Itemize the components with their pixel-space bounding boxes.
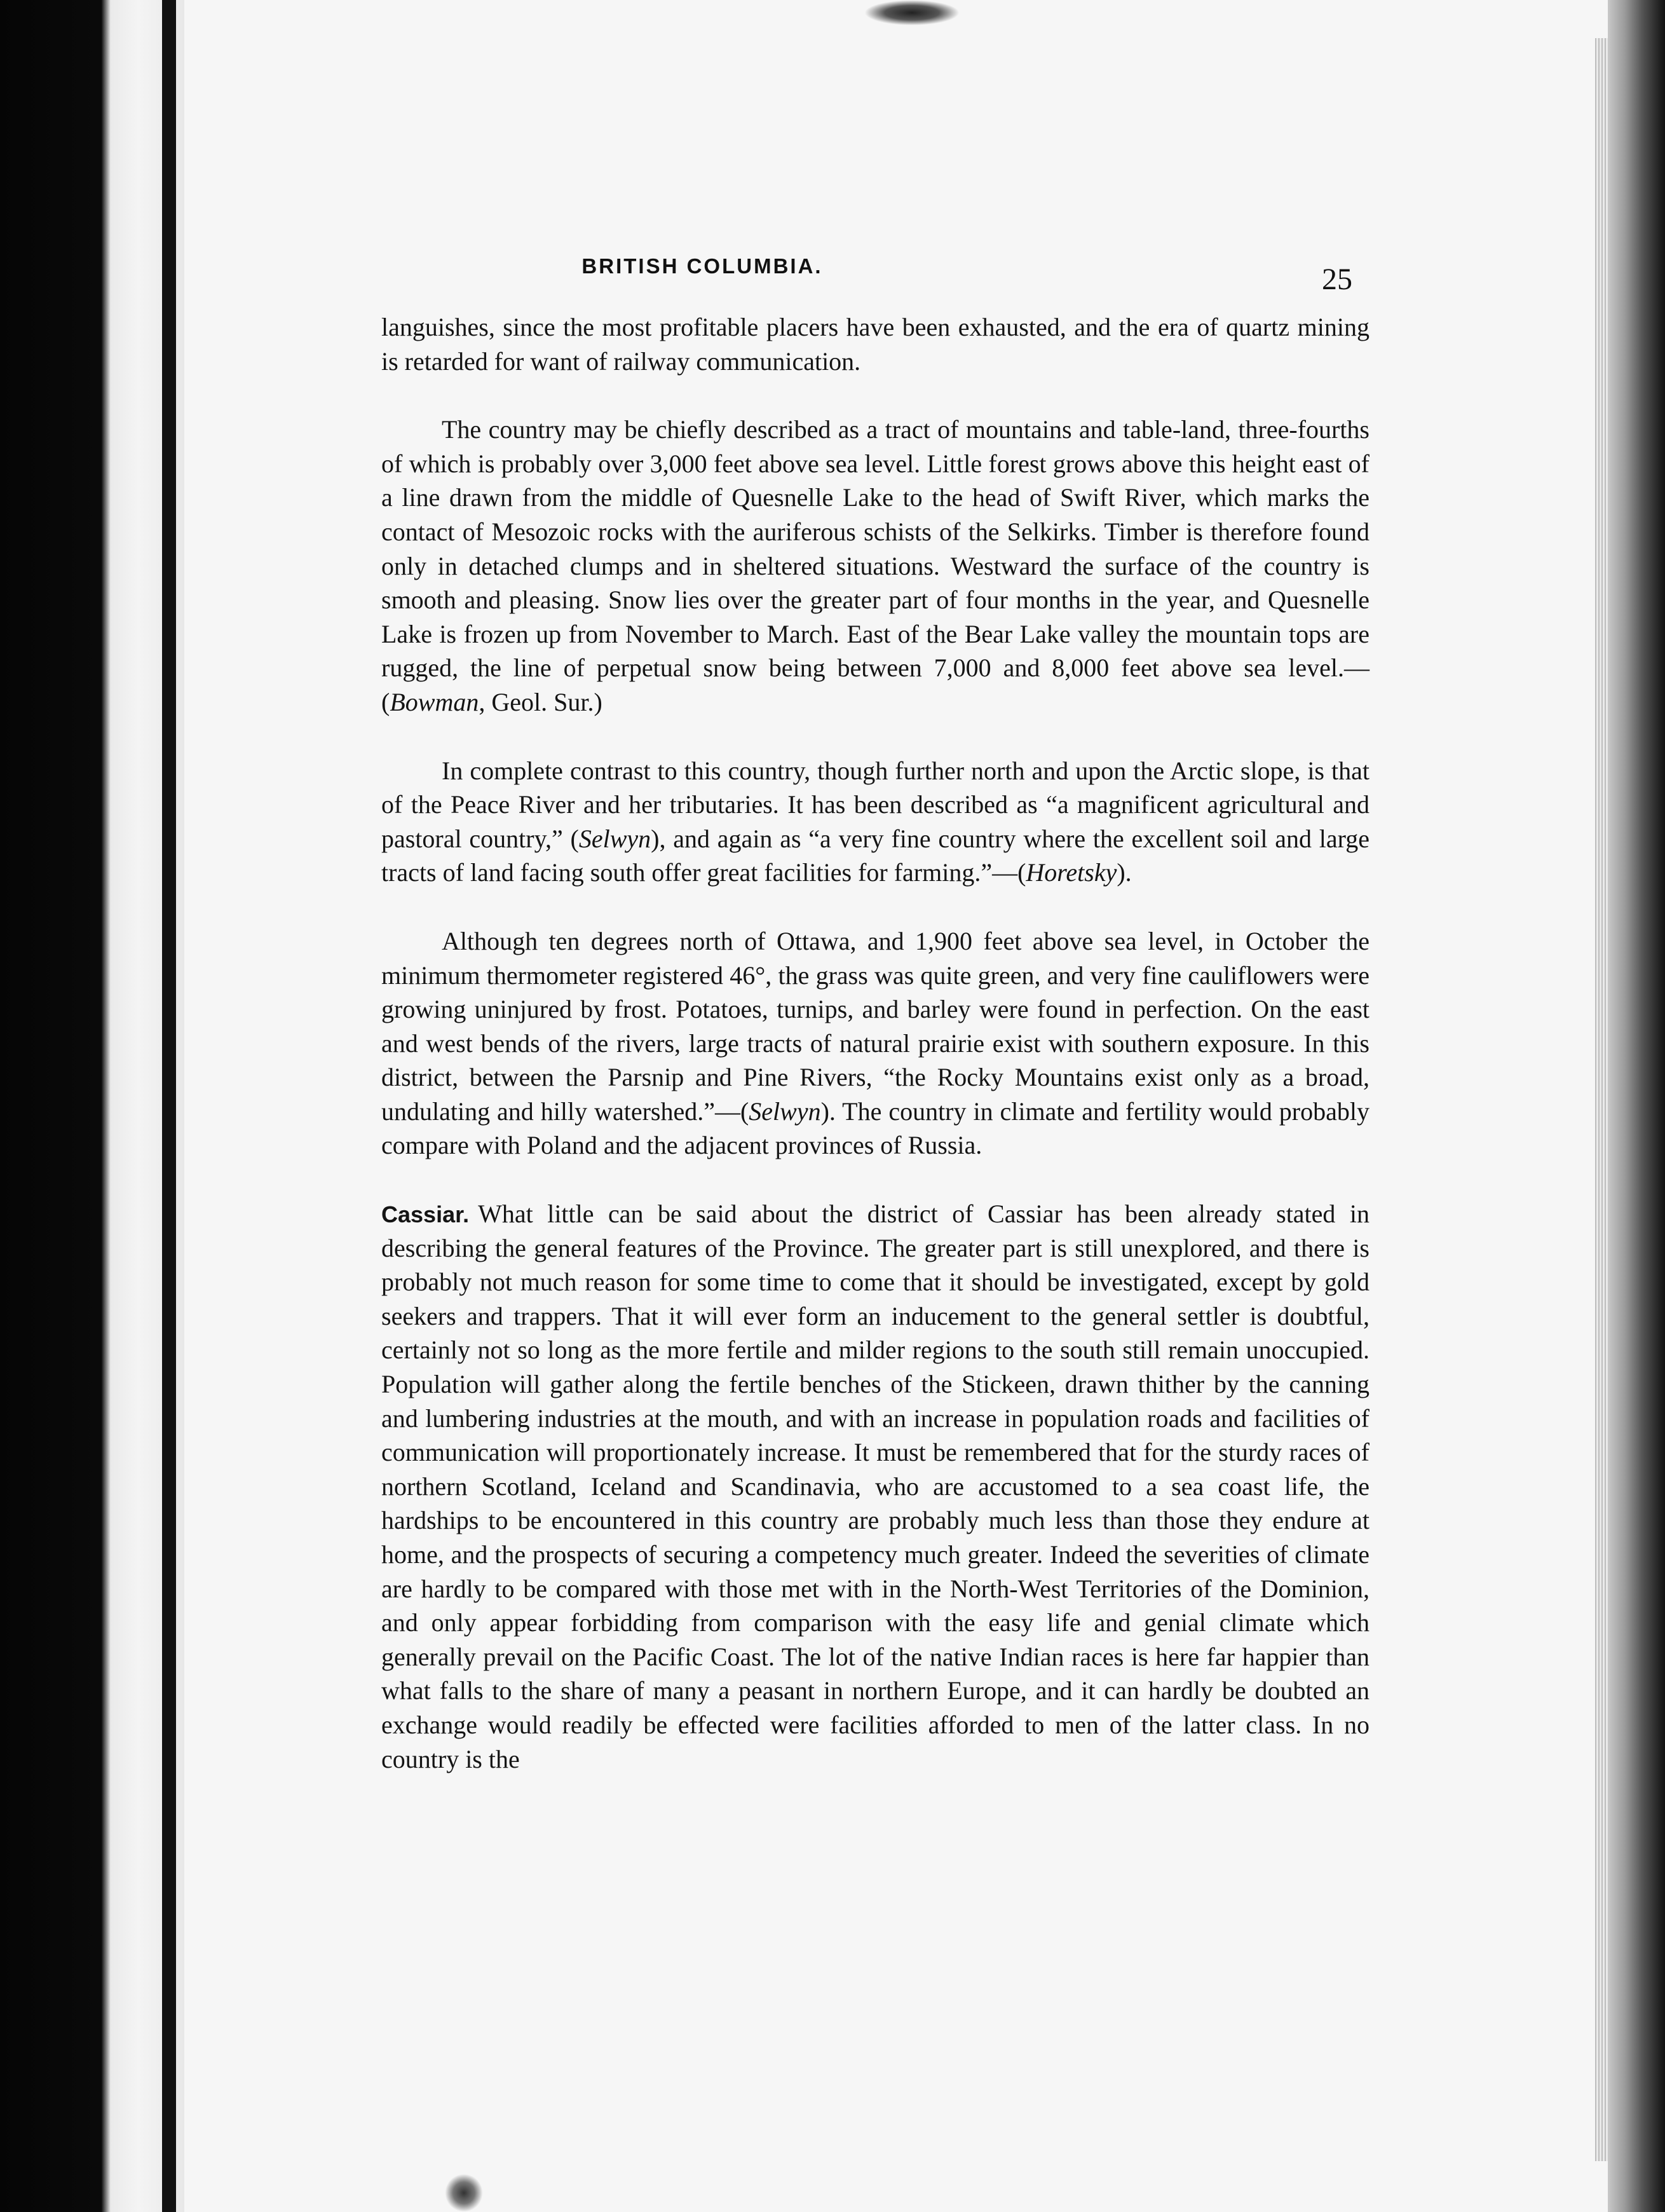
scan-artifact-top — [864, 0, 960, 25]
citation-horetsky: Horetsky — [1026, 858, 1117, 887]
paragraph-4-text: Although ten degrees north of Ottawa, and 1,900 feet above sea level, in October the minimum thermometer registered 46°, the grass was quite green, and very fine cauliflowers were growing uninjured by frost. Potatoes, turnips, and barley were found in perfection. On the east and west bends of the rivers, large tracts of natural prairie exist with southern exposure. In this district, between the Parsnip and Pine Rivers, “the Rocky Mountains exist only as a broad, undulating and hilly watershed.”—( — [381, 926, 1369, 1126]
paragraph-4 — [381, 924, 1369, 1163]
binding-shadow — [162, 0, 176, 2212]
scan-artifact-bottom — [445, 2174, 483, 2212]
paragraph-3-text: In complete contrast to this country, though further north and upon the Arctic slope, is that of the Peace River and her tributaries. It has been described as “a magnificent agricultural and pastoral country,” ( — [381, 756, 1369, 853]
paragraph-2-text: The country may be chiefly described as a tract of mountains and table-land, three-fourths of which is probably over 3,000 feet above sea level. Little forest grows above this height east of a line drawn from the middle of Quesnelle Lake to the head of Swift River, which marks the contact of Mesozoic rocks with the auriferous schists of the Selkirks. Timber is therefore found only in detached clumps and in sheltered situations. Westward the surface of the country is smooth and pleasing. Snow lies over the greater part of four months in the year, and Quesnelle Lake is frozen up from November to March. East of the Bear Lake valley the mountain tops are rugged, the line of perpetual snow being between 7,000 and 8,000 feet above sea level.—( — [381, 415, 1369, 716]
sidehead-cassiar: Cassiar. — [381, 1201, 470, 1228]
running-head: BRITISH COLUMBIA. — [581, 254, 823, 278]
citation-bowman: Bowman — [390, 687, 479, 716]
citation-geol-sur: , Geol. Sur.) — [479, 687, 602, 716]
citation-selwyn-1: Selwyn — [578, 824, 651, 853]
paragraph-2 — [381, 413, 1369, 719]
page-number: 25 — [1322, 263, 1352, 296]
paragraph-3-mid: ), and again as “a very fine country where the excellent soil and large tracts of land facing south offer great facilities for farming.”—( — [381, 824, 1369, 887]
paragraph-3-tail: ). — [1117, 858, 1132, 887]
paragraph-5-text: What little can be said about the district of Cassiar has been already stated in describing the general features of the Province. The greater part is still unexplored, and there is probably not much reason for some time to come that it should be investigated, except by gold seekers and trappers. That it will ever form an inducement to the general settler is doubtful, certainly not so long as the more fertile and milder regions to the south still remain unoccupied. Population will gather along the fertile benches of the Stickeen, drawn thither by the canning and lumbering industries at the mouth, and with an increase in population roads and facilities of communication will proportionately increase. It must be remembered that for the sturdy races of northern Scotland, Iceland and Scandinavia, who are accustomed to a sea coast life, the hardships to be encountered in this country are probably much less than those they endure at home, and the prospects of securing a competency much greater. Indeed the severities of climate are hardly to be compared with those met with in the North-West Territories of the Dominion, and only appear forbidding from comparison with the easy life and genial climate which generally prevail on the Pacific Coast. The lot of the native Indian races is here far happier than what falls to the share of many a peasant in northern Europe, and it can hardly be doubted an exchange would readily be effected were facilities afforded to men of the latter class. In no country is the — [381, 1199, 1369, 1773]
paragraph-3 — [381, 754, 1369, 890]
paragraph-5 — [381, 1197, 1369, 1776]
book-spine-shadow — [1608, 0, 1665, 2212]
paragraph-4-tail: ). The country in climate and fertility would probably compare with Poland and the adjacent provinces of Russia. — [381, 1096, 1369, 1160]
paragraph-1: languishes, since the most profitable placers have been exhausted, and the era of quartz mining is retarded for want of railway communication. — [381, 313, 1369, 376]
scan-left-margin — [0, 0, 184, 2212]
body-text — [381, 310, 1369, 1810]
citation-selwyn-2: Selwyn — [749, 1096, 821, 1126]
